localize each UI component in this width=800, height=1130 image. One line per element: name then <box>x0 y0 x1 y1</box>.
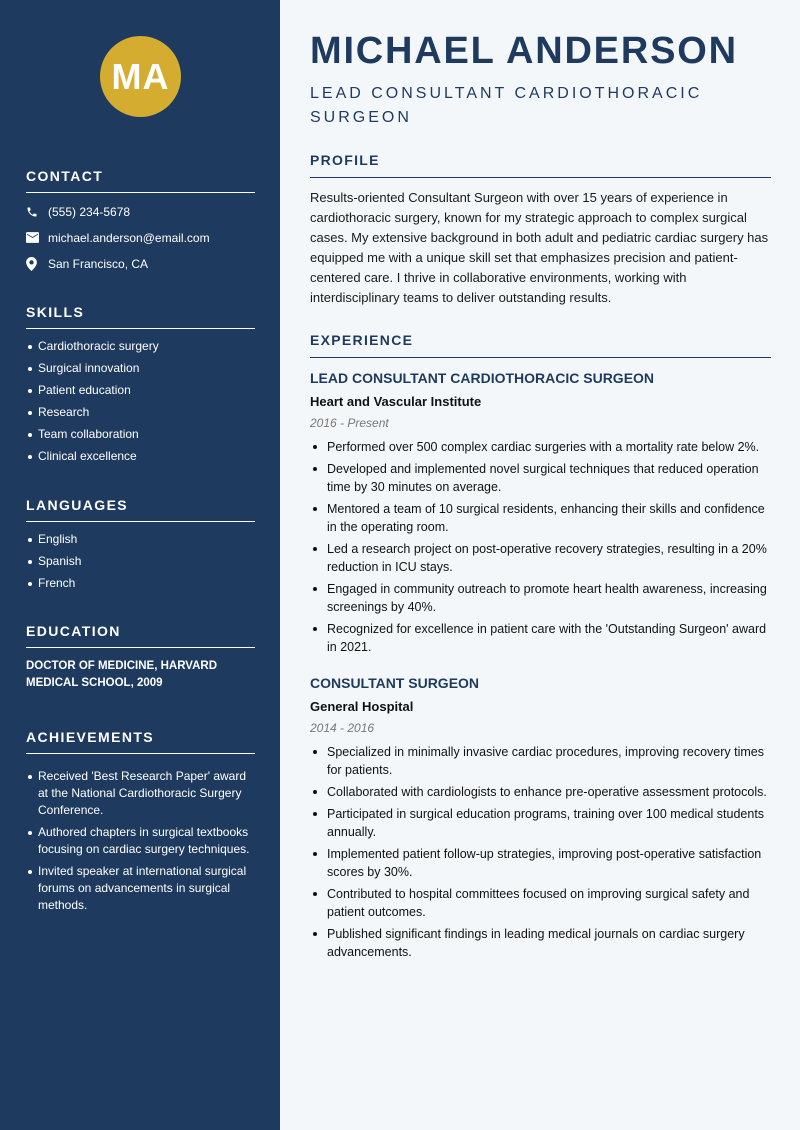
sidebar <box>0 0 280 1130</box>
job-dates: 2014 - 2016 <box>310 721 375 735</box>
contact-heading: CONTACT <box>26 168 255 193</box>
skills-list <box>26 338 255 465</box>
list-item: Led a research project on post-operative recovery strategies, resulting in a 20% reduction in ICU stays. <box>310 540 771 576</box>
list-item: English <box>26 531 255 548</box>
list-item: Research <box>26 404 255 421</box>
email-icon <box>26 232 48 243</box>
list-item: Cardiothoracic surgery <box>26 338 255 355</box>
profile-heading: PROFILE <box>310 152 771 178</box>
candidate-name: MICHAEL ANDERSON <box>310 30 738 72</box>
job-company: Heart and Vascular Institute <box>310 394 482 409</box>
contact-email-text: michael.anderson@email.com <box>48 230 210 245</box>
list-item: Recognized for excellence in patient care with the 'Outstanding Surgeon' award in 2021. <box>310 620 771 656</box>
contact-section <box>26 168 255 271</box>
profile-section <box>310 152 771 308</box>
job-title: LEAD CONSULTANT CARDIOTHORACIC SURGEON <box>310 370 655 386</box>
list-item: Mentored a team of 10 surgical residents, enhancing their skills and confidence in the operating room. <box>310 500 771 536</box>
languages-list <box>26 531 255 592</box>
job-bullets <box>310 743 771 961</box>
location-pin-icon <box>26 257 48 271</box>
list-item: Invited speaker at international surgical forums on advancements in surgical methods. <box>26 863 255 914</box>
languages-section <box>26 497 255 597</box>
list-item: Implemented patient follow-up strategies, improving post-operative satisfaction scores by 30%. <box>310 845 771 881</box>
profile-text: Results-oriented Consultant Surgeon with over 15 years of experience in cardiothoracic surgery, known for my strategic approach to complex surgical cases. My extensive background in both adult and pediatric cardiac surgery has equipped me with a unique skill set that emphasizes precision and patient-centered care. I thrive in collaborative environments, working with interdisciplinary teams to deliver outstanding results. <box>310 190 769 305</box>
list-item: Spanish <box>26 553 255 570</box>
job-dates: 2016 - Present <box>310 416 389 430</box>
list-item: Contributed to hospital committees focused on improving surgical safety and patient outcomes. <box>310 885 771 921</box>
job-entry-1 <box>310 370 771 660</box>
achievements-section <box>26 729 255 919</box>
list-item: Clinical excellence <box>26 448 255 465</box>
languages-heading: LANGUAGES <box>26 497 255 522</box>
contact-email <box>26 230 255 245</box>
list-item: Developed and implemented novel surgical techniques that reduced operation time by 30 minutes on average. <box>310 460 771 496</box>
list-item: Participated in surgical education programs, training over 100 medical students annually. <box>310 805 771 841</box>
education-heading: EDUCATION <box>26 623 255 648</box>
list-item: Authored chapters in surgical textbooks focusing on cardiac surgery techniques. <box>26 824 255 858</box>
experience-section <box>310 332 771 358</box>
list-item: Specialized in minimally invasive cardiac procedures, improving recovery times for patients. <box>310 743 771 779</box>
contact-location <box>26 256 255 271</box>
list-item: Performed over 500 complex cardiac surgeries with a mortality rate below 2%. <box>310 438 771 456</box>
phone-icon <box>26 206 48 218</box>
list-item: Collaborated with cardiologists to enhance pre-operative assessment protocols. <box>310 783 771 801</box>
education-degree: DOCTOR OF MEDICINE, HARVARD MEDICAL SCHOOL, 2009 <box>26 660 218 689</box>
contact-phone-text: (555) 234-5678 <box>48 204 131 219</box>
list-item: Team collaboration <box>26 426 255 443</box>
job-company: General Hospital <box>310 699 414 714</box>
job-title: CONSULTANT SURGEON <box>310 675 480 691</box>
job-bullets <box>310 438 771 656</box>
candidate-title: LEAD CONSULTANT CARDIOTHORACIC SURGEON <box>310 85 703 126</box>
list-item: Published significant findings in leading medical journals on cardiac surgery advancements. <box>310 925 771 961</box>
achievements-list <box>26 768 255 914</box>
list-item: French <box>26 575 255 592</box>
achievements-heading: ACHIEVEMENTS <box>26 729 255 754</box>
list-item: Engaged in community outreach to promote heart health awareness, increasing screenings by 40%. <box>310 580 771 616</box>
avatar: MA <box>100 36 181 117</box>
job-entry-2 <box>310 675 771 965</box>
list-item: Surgical innovation <box>26 360 255 377</box>
skills-heading: SKILLS <box>26 304 255 329</box>
contact-phone <box>26 204 255 219</box>
list-item: Patient education <box>26 382 255 399</box>
experience-heading: EXPERIENCE <box>310 332 771 358</box>
education-section <box>26 623 255 692</box>
skills-section <box>26 304 255 470</box>
contact-location-text: San Francisco, CA <box>48 256 149 271</box>
list-item: Received 'Best Research Paper' award at the National Cardiothoracic Surgery Conference. <box>26 768 255 819</box>
